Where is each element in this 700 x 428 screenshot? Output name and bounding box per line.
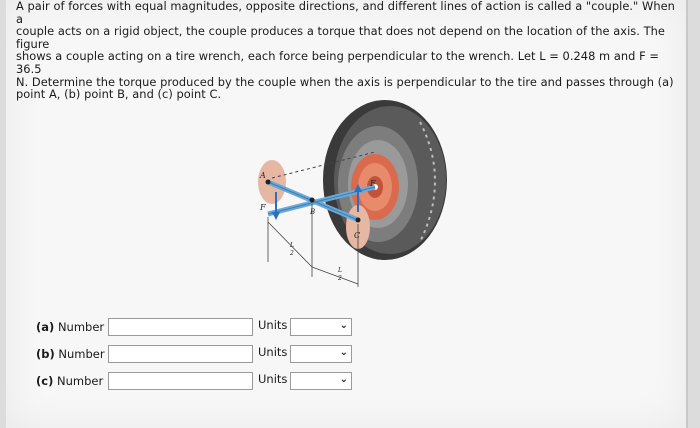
label-L2-den: 2 [338, 275, 342, 282]
label-A: A [260, 171, 266, 180]
answer-row-c [0, 372, 700, 394]
chevron-down-icon: ⌄ [339, 347, 348, 358]
label-L1-den: 2 [290, 250, 294, 257]
problem-text [16, 0, 678, 101]
label-L2-num: L [338, 267, 342, 274]
answer-label-b: (b) Number [36, 347, 105, 361]
chevron-down-icon: ⌄ [339, 320, 348, 331]
label-F1: F [260, 203, 266, 212]
units-select-c[interactable] [290, 372, 352, 390]
units-label-a: Units [258, 318, 288, 332]
problem-line-3: shows a couple acting on a tire wrench, each force being perpendicular to the wrench. Let L = 0.248 m and F = 36.5 [16, 49, 659, 76]
units-select-b[interactable] [290, 345, 352, 363]
chevron-down-icon: ⌄ [339, 374, 348, 385]
answer-row-a [0, 318, 700, 340]
label-C: C [354, 231, 361, 240]
problem-line-1: A pair of forces with equal magnitudes, opposite directions, and different lines of action is called a "couple." When a [16, 0, 675, 26]
label-B: B [310, 208, 316, 216]
number-input-a[interactable] [108, 318, 253, 336]
number-input-c[interactable] [108, 372, 253, 390]
answer-row-b [0, 345, 700, 367]
units-select-a[interactable] [290, 318, 352, 336]
answer-label-a: (a) Number [36, 320, 105, 334]
problem-line-4: N. Determine the torque produced by the couple when the axis is perpendicular to the tire and passes through (a) [16, 74, 674, 89]
label-F2: F [370, 179, 376, 188]
tire-illustration [323, 100, 447, 260]
answer-label-c: (c) Number [36, 374, 104, 388]
units-label-b: Units [258, 345, 288, 359]
problem-line-2: couple acts on a rigid object, the couple produces a torque that does not depend on the location of the axis. The figure [16, 24, 665, 51]
number-input-b[interactable] [108, 345, 253, 363]
units-label-c: Units [258, 372, 288, 386]
problem-line-5: point A, (b) point B, and (c) point C. [16, 87, 222, 102]
tire-wrench-figure [240, 92, 470, 292]
label-L1-num: L [290, 242, 294, 249]
